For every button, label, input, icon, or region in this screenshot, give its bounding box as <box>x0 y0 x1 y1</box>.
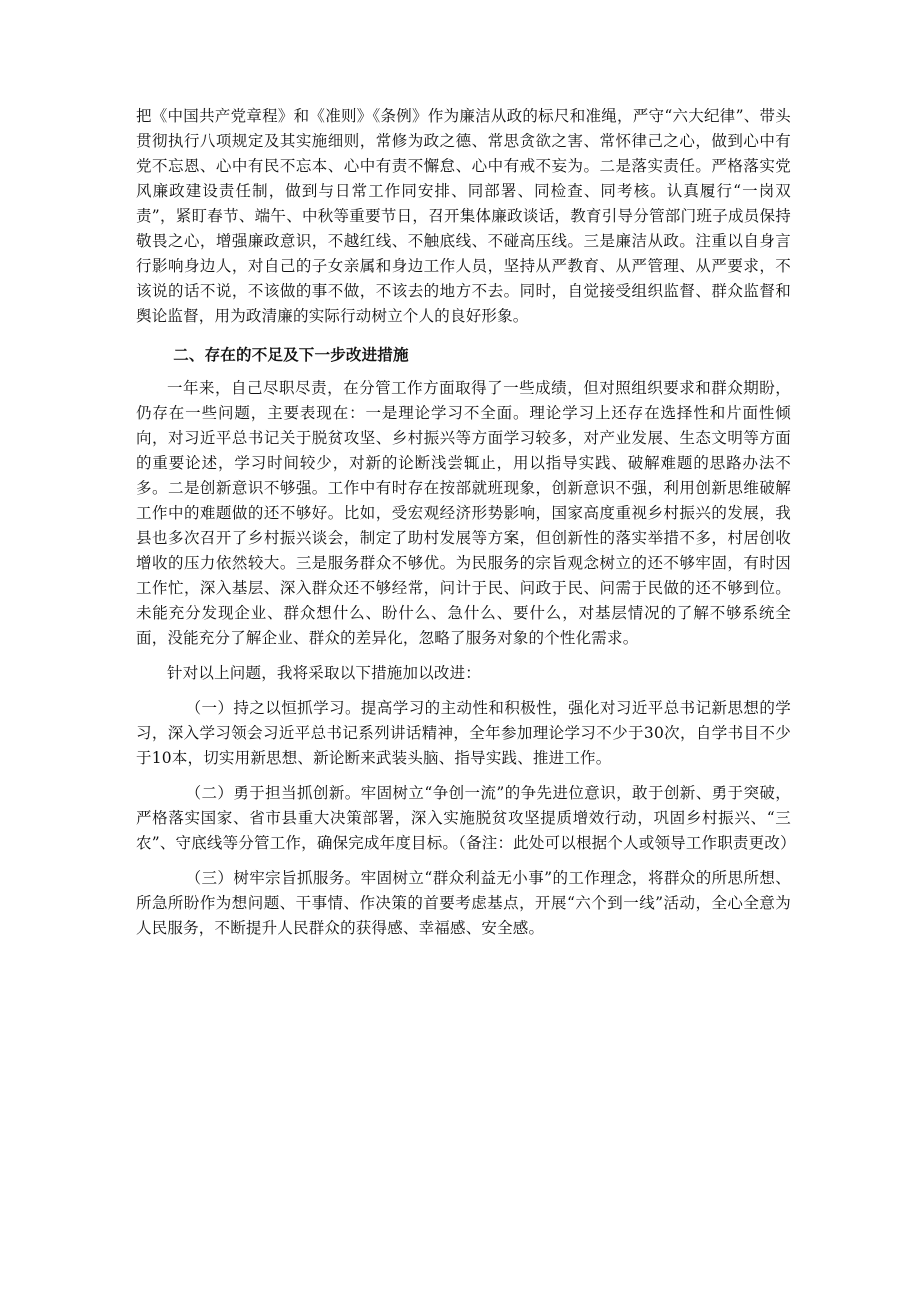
paragraph-problems: 一年来，自己尽职尽责，在分管工作方面取得了一些成绩，但对照组织要求和群众期盼，仍存在一些问题，主要表现在：一是理论学习不全面。理论学习上还存在选择性和片面性倾向，对习近平总书记关于脱贫攻坚、乡村振兴等方面学习较多，对产业发展、生态文明等方面的重要论述，学习时间较少，对新的论断浅尝辄止，用以指导实践、破解难题的思路办法不多。二是创新意识不够强。工作中有时存在按部就班现象，创新意识不强，利用创新思维破解工作中的难题做的还不够好。比如，受宏观经济形势影响，国家高度重视乡村振兴的发展，我县也多次召开了乡村振兴谈会，制定了助村发展等方案，但创新性的落实举措不多，村居创收增收的压力依然较大。三是服务群众不够优。为民服务的宗旨观念树立的还不够牢固，有时因工作忙，深入基层、深入群众还不够经常，问计于民、问政于民、问需于民做的还不够到位。未能充分发现企业、群众想什么、盼什么、急什么、要什么，对基层情况的了解不够系统全面，没能充分了解企业、群众的差异化，忽略了服务对象的个性化需求。 <box>136 379 791 647</box>
paragraph-integrity: 把《中国共产党章程》和《准则》《条例》作为廉洁从政的标尺和准绳，严守“六大纪律”、带头贯彻执行八项规定及其实施细则，常修为政之德、常思贪欲之害、常怀律己之心，做到心中有党不忘恩、心中有民不忘本、心中有责不懈怠、心中有戒不妄为。二是落实责任。严格落实党风廉政建设责任制，做到与日常工作同安排、同部署、同检查、同考核。认真履行“一岗双责”，紧盯春节、端午、中秋等重要节日，召开集体廉政谈话，教育引导分管部门班子成员保持敬畏之心，增强廉政意识，不越红线、不触底线、不碰高压线。三是廉洁从政。注重以自身言行影响身边人，对自己的子女亲属和身边工作人员，坚持从严教育、从严管理、从严要求，不该说的话不说，不该做的事不做，不该去的地方不去。同时，自觉接受组织监督、群众监督和舆论监督，用为政清廉的实际行动树立个人的良好形象。 <box>136 107 791 325</box>
measure-item-1: （一）持之以恒抓学习。提高学习的主动性和积极性，强化对习近平总书记新思想的学习，深入学习领会习近平总书记系列讲话精神，全年参加理论学习不少于30次，自学书目不少于10本，切实用新思想、新论断来武装头脑、指导实践、推进工作。 <box>136 699 791 767</box>
section-heading-shortcomings: 二、存在的不足及下一步改进措施 <box>173 346 409 364</box>
measure-item-3: （三）树牢宗旨抓服务。牢固树立“群众利益无小事”的工作理念，将群众的所思所想、所急所盼作为想问题、干事情、作决策的首要考虑基点，开展“六个到一线”活动，全心全意为人民服务，不断提升人民群众的获得感、幸福感、安全感。 <box>136 869 791 937</box>
document-page <box>136 104 796 941</box>
measure-item-2: （二）勇于担当抓创新。牢固树立“争创一流”的争先进位意识，敢于创新、勇于突破，严格落实国家、省市县重大决策部署，深入实施脱贫攻坚提质增效行动，巩固乡村振兴、“三农”、守底线等分管工作，确保完成年度目标。（备注：此处可以根据个人或领导工作职责更改） <box>136 784 796 852</box>
paragraph-measures-intro: 针对以上问题，我将采取以下措施加以改进： <box>167 664 482 682</box>
